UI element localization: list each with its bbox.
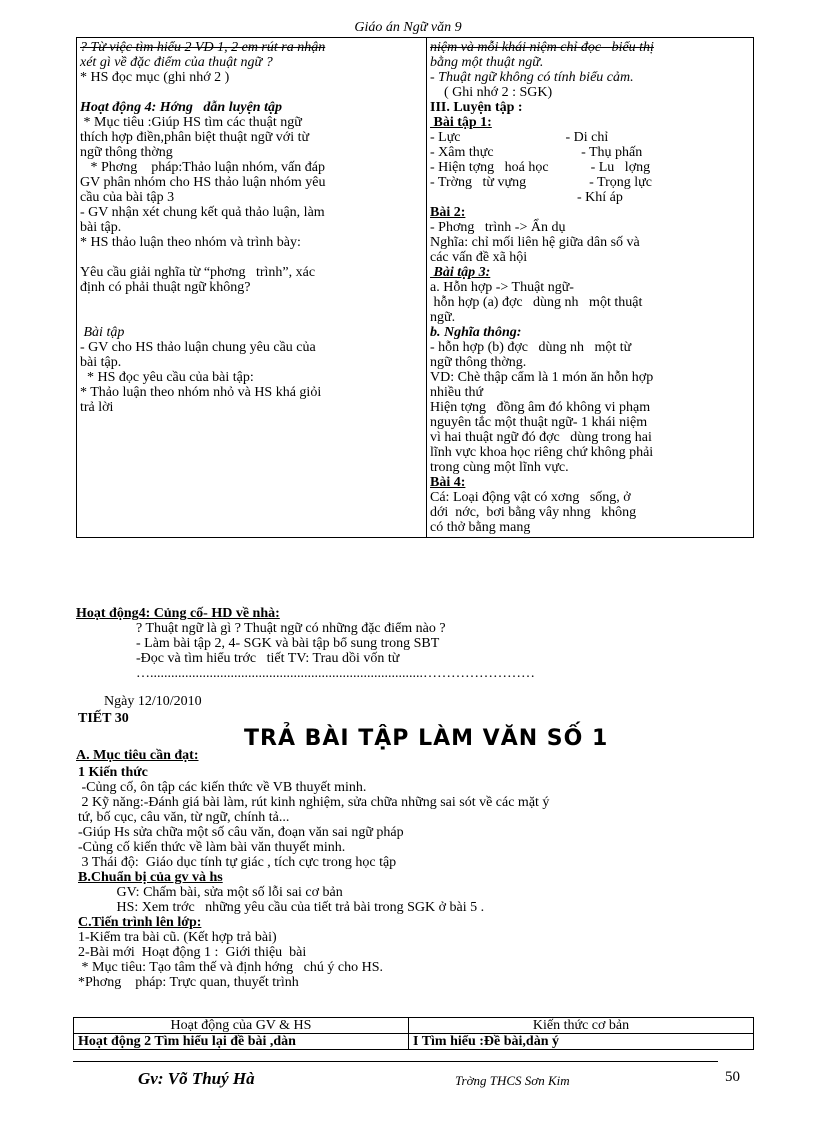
knowledge-line: trong cùng một lĩnh vực.	[430, 460, 569, 475]
table2-activity-cell: Hoạt động 2 Tìm hiểu lại đề bài ,dàn	[74, 1034, 409, 1050]
knowledge-line: Bài tập 1:	[430, 115, 492, 130]
lesson-line: 3 Thái độ: Giáo dục tính tự giác , tích cực trong học tập	[78, 855, 397, 870]
lesson-line: -Giúp Hs sửa chữa một số câu văn, đoạn văn sai ngữ pháp	[78, 825, 404, 840]
activity-line: - GV nhận xét chung kết quả thảo luận, làm	[80, 205, 325, 220]
knowledge-line: a. Hỗn hợp -> Thuật ngữ-	[430, 280, 574, 295]
lesson-line: GV: Chấm bài, sửa một số lỗi sai cơ bản	[78, 885, 343, 900]
knowledge-line: Bài 4:	[430, 475, 466, 490]
knowledge-line: hỗn hợp (a) đợc dùng nh một thuật	[430, 295, 643, 310]
activity-line: * HS đọc yêu cầu của bài tập:	[80, 370, 254, 385]
lesson-line: 2 Kỹ năng:-Đánh giá bài làm, rút kinh nghiệm, sửa chữa những sai sót về các mặt ý	[78, 795, 550, 810]
activity-line	[80, 85, 423, 100]
activity-line: thích hợp điền,phân biệt thuật ngữ với từ	[80, 130, 310, 145]
footer-page-number: 50	[725, 1069, 740, 1085]
knowledge-line: Bài tập 3:	[430, 265, 491, 280]
footer-rule	[73, 1061, 718, 1062]
activity-line	[80, 295, 423, 310]
activity-line	[80, 310, 423, 325]
consolidation-line: - Làm bài tập 2, 4- SGK và bài tập bổ sung trong SBT	[136, 636, 440, 651]
consolidation-line: -Đọc và tìm hiểu trớc tiết TV: Trau dồi vốn từ	[136, 651, 400, 666]
lesson-line: -Củng cố kiến thức về làm bài văn thuyết minh.	[78, 840, 346, 855]
activity-line: * Mục tiêu :Giúp HS tìm các thuật ngữ	[80, 115, 302, 130]
core-knowledge-column	[427, 38, 754, 538]
activity-line: * Thảo luận theo nhóm nhỏ và HS khá giỏi	[80, 385, 322, 400]
activity-line: * HS đọc mục (ghi nhớ 2 )	[80, 70, 230, 85]
knowledge-line: - hỗn hợp (b) đợc dùng nh một từ	[430, 340, 632, 355]
footer-school: Trờng THCS Sơn Kim	[455, 1073, 570, 1088]
knowledge-line: b. Nghĩa thông:	[430, 325, 522, 340]
activity-line: * HS thảo luận theo nhóm và trình bày:	[80, 235, 301, 250]
footer-author: Gv: Võ Thuý Hà	[138, 1069, 255, 1088]
activity-line: ngữ thông thờng	[80, 145, 173, 160]
activity-line: cầu của bài tập 3	[80, 190, 175, 205]
lesson-line: 1 Kiến thức	[78, 765, 148, 780]
knowledge-line: Bài 2:	[430, 205, 466, 220]
knowledge-line: - Phơng trình -> Ẩn dụ	[430, 220, 566, 235]
knowledge-line: - Thuật ngữ không có tính biểu cảm.	[430, 70, 634, 85]
lesson-period: TIẾT 30	[78, 711, 129, 726]
knowledge-line: VD: Chè thập cẩm là 1 món ăn hỗn hợp	[430, 370, 654, 385]
activity-line: Yêu cầu giải nghĩa từ “phơng trình”, xác	[80, 265, 316, 280]
table2-header-knowledge: Kiến thức cơ bản	[409, 1018, 754, 1034]
knowledge-line: Cá: Loại động vật có xơng sống, ở	[430, 490, 631, 505]
knowledge-line: ngữ thông thờng.	[430, 355, 527, 370]
knowledge-line: Hiện tợng đồng âm đó không vi phạm	[430, 400, 651, 415]
knowledge-line: III. Luyện tập :	[430, 100, 523, 115]
knowledge-line: vì hai thuật ngữ đó đợc dùng trong hai	[430, 430, 652, 445]
knowledge-line: có thở bằng mang	[430, 520, 531, 535]
knowledge-line: Nghĩa: chỉ mối liên hệ giữa dân số và	[430, 235, 640, 250]
lesson-date: Ngày 12/10/2010	[104, 694, 202, 709]
activity-line: bài tập.	[80, 220, 122, 235]
knowledge-line: nguyên tắc một thuật ngữ- 1 khái niệm	[430, 415, 648, 430]
table2-knowledge-cell: I Tìm hiểu :Đề bài,dàn ý	[409, 1034, 754, 1050]
activity-line: GV phân nhóm cho HS thảo luận nhóm yêu	[80, 175, 326, 190]
knowledge-line: bằng một thuật ngữ.	[430, 55, 544, 70]
lesson-line: 2-Bài mới Hoạt động 1 : Giới thiệu bài	[78, 945, 307, 960]
knowledge-line: niệm và mỗi khái niệm chỉ đọc biểu thị	[430, 40, 654, 55]
knowledge-line: - Trờng từ vựng - Trọng lực	[430, 175, 652, 190]
lesson-line: HS: Xem trớc những yêu cầu của tiết trả bài trong SGK ở bài 5 .	[78, 900, 485, 915]
activity-line: trả lời	[80, 400, 114, 415]
knowledge-line: ( Ghi nhớ 2 : SGK)	[430, 85, 553, 100]
lesson-line: 1-Kiểm tra bài cũ. (Kết hợp trả bài)	[78, 930, 277, 945]
lesson-line: tứ, bố cục, câu văn, từ ngữ, chính tả...	[78, 810, 290, 825]
lesson-line: C.Tiến trình lên lớp:	[78, 915, 202, 930]
lesson-line: * Mục tiêu: Tạo tâm thế và định hớng chú ý cho HS.	[78, 960, 383, 975]
activity-knowledge-table	[73, 1017, 754, 1050]
knowledge-line: lĩnh vực khoa học riêng chứ không phải	[430, 445, 654, 460]
knowledge-line: - Hiện tợng hoá học - Lu lợng	[430, 160, 651, 175]
knowledge-line: nhiều thứ	[430, 385, 484, 400]
knowledge-line: - Khí áp	[430, 190, 623, 205]
knowledge-line: dới nớc, bơi bằng vây nhng không	[430, 505, 637, 520]
activity-line: bài tập.	[80, 355, 122, 370]
activity-line: - GV cho HS thảo luận chung yêu cầu của	[80, 340, 316, 355]
knowledge-line: - Lực - Di chỉ	[430, 130, 609, 145]
consolidation-heading: Hoạt động4: Củng cố- HD về nhà:	[76, 606, 280, 621]
activity-line	[80, 250, 423, 265]
page-header-title: Giáo án Ngữ văn 9	[354, 20, 462, 35]
lesson-body	[78, 765, 768, 990]
teacher-student-activity-column	[77, 38, 427, 538]
knowledge-line: các vấn đề xã hội	[430, 250, 528, 265]
activity-line: * Phơng pháp:Thảo luận nhóm, vấn đáp	[80, 160, 325, 175]
activity-line: xét gì về đặc điểm của thuật ngữ ?	[80, 55, 273, 70]
activity-line: ? Từ việc tìm hiểu 2 VD 1, 2 em rút ra nhận	[80, 40, 326, 55]
lesson-line: B.Chuẩn bị của gv và hs	[78, 870, 223, 885]
knowledge-line: ngữ.	[430, 310, 456, 325]
lesson-line: -Củng cố, ôn tập các kiến thức về VB thuyết minh.	[78, 780, 367, 795]
activity-line: định có phải thuật ngữ không?	[80, 280, 251, 295]
activity-line: Bài tập	[80, 325, 125, 340]
lesson-title: TRẢ BÀI TẬP LÀM VĂN SỐ 1	[244, 726, 609, 751]
consolidation-section	[76, 606, 766, 681]
knowledge-line: - Xâm thực - Thụ phấn	[430, 145, 643, 160]
consolidation-line: …..............................................................................……………………	[136, 666, 535, 681]
lesson-activity-table	[76, 37, 754, 538]
section-a-heading: A. Mục tiêu cần đạt:	[76, 748, 199, 763]
activity-line: Hoạt động 4: Hớng dẫn luyện tập	[80, 100, 282, 115]
table2-header-activity: Hoạt động của GV & HS	[74, 1018, 409, 1034]
lesson-line: *Phơng pháp: Trực quan, thuyết trình	[78, 975, 299, 990]
consolidation-line: ? Thuật ngữ là gì ? Thuật ngữ có những đặc điểm nào ?	[136, 621, 446, 636]
